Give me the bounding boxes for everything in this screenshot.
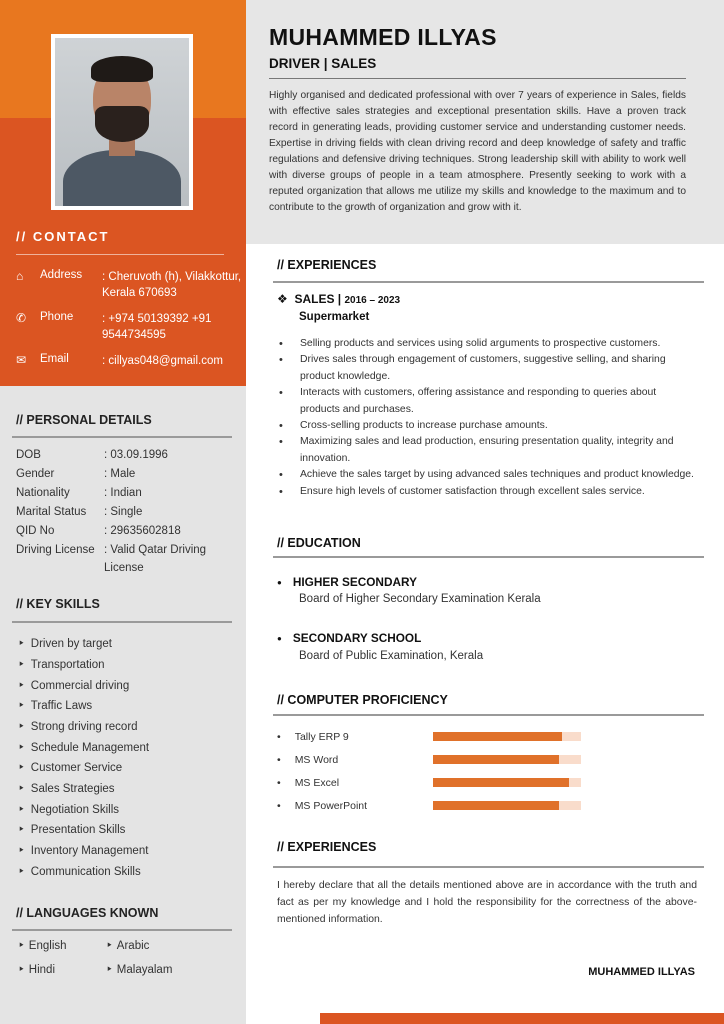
education-heading: // EDUCATION — [277, 536, 361, 550]
proficiency-bar-fill — [433, 778, 569, 787]
skill-item: ‣ Driven by target — [18, 636, 112, 650]
skill-item: ‣ Negotiation Skills — [18, 802, 119, 816]
contact-divider — [16, 254, 224, 255]
skill-item: ‣ Schedule Management — [18, 740, 149, 754]
mail-icon: ✉ — [16, 353, 27, 367]
skill-item: ‣ Traffic Laws — [18, 698, 92, 712]
declaration-divider — [273, 866, 704, 868]
contact-heading: // CONTACT — [16, 229, 110, 244]
email-label: Email — [40, 353, 69, 365]
phone-value: : +974 50139392 +91 9544734595 — [102, 313, 212, 341]
address-value: : Cheruvoth (h), Vilakkottur, Kerala 670693 — [102, 271, 242, 299]
home-icon: ⌂ — [16, 269, 24, 283]
proficiency-bar — [433, 732, 581, 741]
skill-item: ‣ Inventory Management — [18, 843, 148, 857]
proficiency-bar-fill — [433, 801, 559, 810]
declaration-text: I hereby declare that all the details mentioned above are in accordance with the truth and fact as per my knowledge and I hold the responsibility for the correctness of the above-mentioned information. — [277, 880, 697, 925]
proficiency-bar — [433, 778, 581, 787]
list-item: • Drives sales through engagement of customers, suggestive selling, and sharing product knowledge. — [277, 352, 695, 385]
education-divider — [273, 556, 704, 558]
job-years: 2016 – 2023 — [344, 295, 401, 306]
phone-label: Phone — [40, 311, 74, 323]
experience-divider — [273, 281, 704, 283]
personal-row-marital-status: Marital Status : Single — [16, 506, 143, 518]
skill-item: ‣ Commercial driving — [18, 678, 129, 692]
key-skills-heading: // KEY SKILLS — [16, 597, 100, 611]
skill-item: ‣ Strong driving record — [18, 719, 138, 733]
computer-proficiency-heading: // COMPUTER PROFICIENCY — [277, 693, 448, 707]
proficiency-bar — [433, 801, 581, 810]
profile-summary: Highly organised and dedicated professional with over 7 years of experience in Sales, fields with effective sales strategies and exceptional presentation skills. Have a proven track record in generating leads, providing customer service and understanding customer needs. Expertise in driving fields with clean driving record and deep knowledge of safety and traffic regulations and defensive driving techniques. Strong leadership skill with ability to work well with diverse groups of people in a team atmosphere. Presently seeking to work with a reputed organization that allows me utilize my skills and knowledge to the maximum and to contribute to the growth of organization and grow with it. — [269, 90, 686, 213]
diamond-bullet-icon: ❖ — [277, 292, 288, 306]
job-company: Supermarket — [299, 311, 370, 323]
proficiency-bar-fill — [433, 755, 559, 764]
personal-row-nationality: Nationality : Indian — [16, 487, 142, 499]
contact-phone — [16, 311, 242, 343]
experience-heading: // EXPERIENCES — [277, 258, 377, 272]
profile-photo — [51, 34, 193, 210]
list-item: • Ensure high levels of customer satisfaction through excellent sales service. — [277, 484, 695, 500]
language-item: ‣ Malayalam — [106, 962, 172, 976]
skill-item: ‣ Transportation — [18, 657, 105, 671]
skill-item: ‣ Customer Service — [18, 760, 122, 774]
language-item: ‣ Arabic — [106, 938, 149, 952]
personal-row-dob: DOB : 03.09.1996 — [16, 449, 168, 461]
education-title: ● SECONDARY SCHOOL — [277, 631, 421, 645]
personal-row-gender: Gender : Male — [16, 468, 136, 480]
key-skills-divider — [12, 621, 232, 623]
education-title: ● HIGHER SECONDARY — [277, 575, 417, 589]
candidate-name: MUHAMMED ILLYAS — [269, 24, 497, 50]
sidebar — [0, 0, 246, 1024]
signature-name: MUHAMMED ILLYAS — [588, 966, 695, 978]
phone-icon: ✆ — [16, 311, 27, 325]
computer-proficiency-divider — [273, 714, 704, 716]
candidate-role: DRIVER | SALES — [269, 56, 377, 71]
personal-details-heading: // PERSONAL DETAILS — [16, 413, 152, 427]
list-item: • Achieve the sales target by using advanced sales techniques and product knowledge. — [277, 467, 695, 483]
skill-item: ‣ Communication Skills — [18, 864, 141, 878]
personal-row-qid: QID No : 29635602818 — [16, 525, 181, 537]
footer-accent-bar — [320, 1013, 724, 1024]
job-title — [277, 292, 400, 306]
declaration-heading: // EXPERIENCES — [277, 840, 377, 854]
language-item: ‣ Hindi — [18, 962, 55, 976]
list-item: • Selling products and services using solid arguments to prospective customers. — [277, 336, 695, 352]
list-item: • Interacts with customers, offering assistance and responding to queries about products and purchases. — [277, 385, 695, 418]
skill-item: ‣ Sales Strategies — [18, 781, 115, 795]
email-value[interactable]: : cillyas048@gmail.com — [102, 355, 223, 367]
software-name: • Tally ERP 9 — [277, 731, 349, 743]
list-item: • Cross-selling products to increase purchase amounts. — [277, 418, 695, 434]
skill-item: ‣ Presentation Skills — [18, 822, 125, 836]
header-divider — [269, 78, 686, 79]
languages-divider — [12, 929, 232, 931]
job-role: SALES | — [294, 292, 342, 306]
contact-email — [16, 353, 242, 369]
address-label: Address — [40, 269, 83, 281]
person-portrait-icon — [55, 38, 189, 206]
proficiency-bar — [433, 755, 581, 764]
software-name: • MS Excel — [277, 777, 339, 789]
personal-details-divider — [12, 436, 232, 438]
software-name: • MS PowerPoint — [277, 800, 367, 812]
languages-heading: // LANGUAGES KNOWN — [16, 906, 159, 920]
list-item: • Maximizing sales and lead production, ensuring presentation quality, integrity and innovation. — [277, 434, 695, 467]
education-board: Board of Public Examination, Kerala — [299, 650, 484, 662]
proficiency-bar-fill — [433, 732, 562, 741]
job-responsibilities — [277, 336, 695, 500]
education-board: Board of Higher Secondary Examination Kerala — [299, 593, 541, 605]
personal-row-driving-license: Driving License : Valid Qatar Driving License — [16, 544, 207, 574]
language-item: ‣ English — [18, 938, 67, 952]
software-name: • MS Word — [277, 754, 338, 766]
contact-address — [16, 269, 242, 301]
